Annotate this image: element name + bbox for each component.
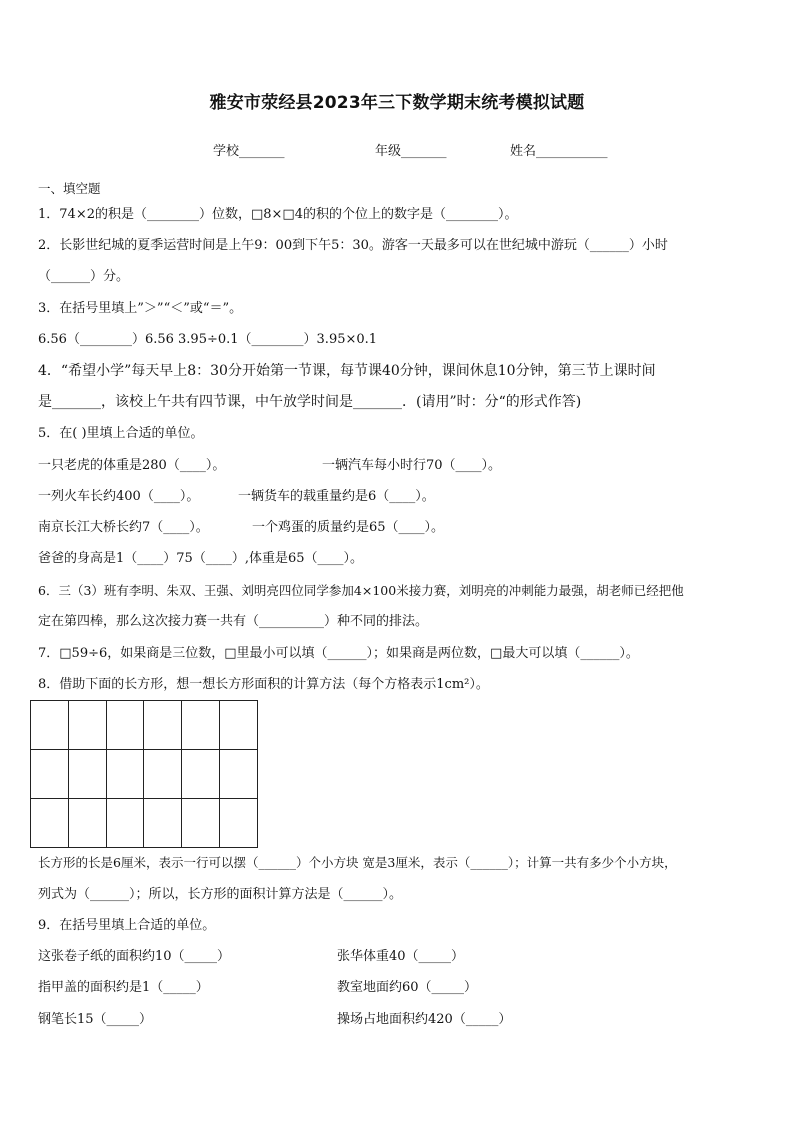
grid-cell [220,799,258,848]
grid-cell [182,799,220,848]
grid-cell [182,750,220,799]
question-5-item: 一只老虎的体重是280（____）。 [38,458,226,473]
grid-cell [144,701,182,750]
question-9-item: 张华体重40（_____） [337,949,465,964]
grade-field: 年级_______ [375,144,447,159]
grid-cell [106,701,144,750]
question-5-item: 爸爸的身高是1（____）75（____）,体重是65（____）。 [38,551,363,566]
grid-cell [182,701,220,750]
grid-cell [106,799,144,848]
grid-cell [144,799,182,848]
question-2-line-2: （______）分。 [38,269,130,284]
question-4-line-2: 是_______，该校上午共有四节课，中午放学时间是_______．(请用”时：分“的形式作答) [38,394,582,410]
question-9-item: 这张卷子纸的面积约10（_____） [38,949,231,964]
question-1: 1．74×2的积是（________）位数，□8×□4的积的个位上的数字是（________）。 [38,207,518,222]
question-9-item: 指甲盖的面积约是1（_____） [38,980,209,995]
page-title: 雅安市荥经县2023年三下数学期末统考模拟试题 [209,93,585,113]
grid-cell [31,799,69,848]
question-5-item: 一辆汽车每小时行70（____）。 [322,458,502,473]
question-6-line-2: 定在第四棒，那么这次接力赛一共有（__________）种不同的排法。 [38,614,429,629]
grid-cell [31,701,69,750]
grid-cell [220,701,258,750]
grid-cell [31,750,69,799]
question-9-item: 教室地面约60（_____） [337,980,478,995]
rectangle-grid [30,700,258,848]
question-5-item: 一个鸡蛋的质量约是65（____）。 [252,520,445,535]
question-3: 3．在括号里填上”＞”“＜”或“＝”。 [38,301,243,316]
school-field: 学校_______ [213,144,285,159]
question-7: 7．□59÷6，如果商是三位数，□里最小可以填（______）；如果商是两位数，□最大可以填（______）。 [38,646,639,661]
grid-cell [220,750,258,799]
question-9: 9．在括号里填上合适的单位。 [38,918,216,933]
question-5: 5．在( )里填上合适的单位。 [38,426,204,441]
grid-cell [144,750,182,799]
question-4-line-1: 4．“希望小学”每天早上8：30分开始第一节课，每节课40分钟，课间休息10分钟，第三节上课时间 [38,363,656,379]
grid-cell [68,799,106,848]
question-5-item: 一辆货车的载重量约是6（____）。 [238,489,435,504]
question-5-item: 一列火车长约400（____）。 [38,489,200,504]
question-8: 8．借助下面的长方形，想一想长方形面积的计算方法（每个方格表示1cm²）。 [38,677,489,692]
question-8-line-1: 长方形的长是6厘米，表示一行可以摆（______）个小方块 宽是3厘米，表示（______）；计算一共有多少个小方块， [38,855,677,870]
question-9-item: 操场占地面积约420（_____） [337,1012,512,1027]
question-5-item: 南京长江大桥长约7（____）。 [38,520,209,535]
question-6-line-1: 6．三（3）班有李明、朱双、王强、刘明亮四位同学参加4×100米接力赛，刘明亮的冲刺能力最强，胡老师已经把他 [38,583,684,598]
question-3-items: 6.56（________）6.56 3.95÷0.1（________）3.95×0.1 [38,332,378,347]
question-9-item: 钢笔长15（_____） [38,1012,153,1027]
grid-cell [68,701,106,750]
question-2-line-1: 2．长影世纪城的夏季运营时间是上午9：00到下午5：30。游客一天最多可以在世纪城中游玩（______）小时 [38,238,668,253]
name-field: 姓名___________ [510,144,608,159]
grid-cell [68,750,106,799]
section-heading: 一、填空题 [38,181,101,196]
grid-cell [106,750,144,799]
question-8-line-2: 列式为（______）；所以，长方形的面积计算方法是（______）。 [38,887,403,902]
